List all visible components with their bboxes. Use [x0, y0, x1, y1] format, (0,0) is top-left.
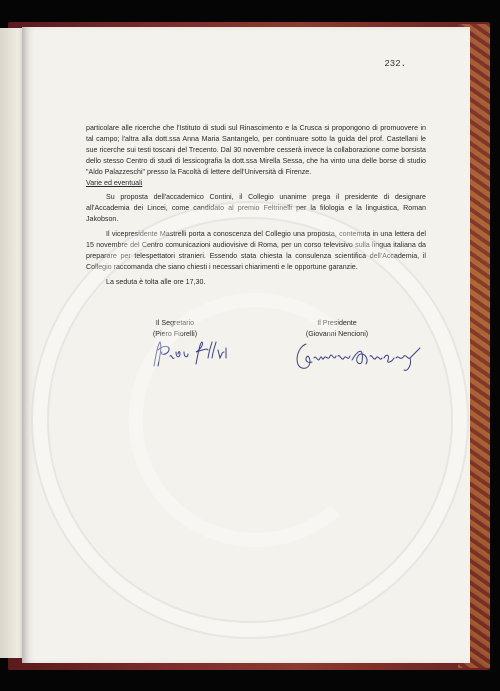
paragraph-4: La seduta è tolta alle ore 17,30.	[106, 277, 206, 286]
president-title: Il Presidente	[317, 319, 357, 327]
paragraph-3: Il vicepresidente Mastrelli porta a conoscenza del Collegio una proposta, contenuta in una lettera del 15 novembre del Centro comunicazioni audiovisive di Roma, per un corso televisivo sulla lingua italiana da preparare per telespettatori stranieri. Essendo stata chiesta la consulenza scientifica dell'Accademia, il Collegio raccomanda che siano chiesti i necessari chiarimenti e le opportune garanzie.	[86, 230, 426, 271]
secretary-title: Il Segretario	[155, 319, 195, 327]
document-body	[86, 123, 426, 288]
secretary-signature	[150, 336, 240, 372]
page-number: 232.	[384, 59, 406, 69]
president-name: (Giovanni Nencioni)	[305, 329, 369, 338]
paragraph-1: particolare alle ricerche che l'Istituto di studi sul Rinascimento e la Crusca si propongono di promuovere in tal campo; l'altra alla dott.ssa Anna Maria Santangelo, per continuare sotto la guida del prof. Castellani le sue ricerche sui testi toscani del Trecento. Dal 30 novembre cesserà invece la collaborazione come borsista dello stesso Centro di studi di lessicografia la dott.ssa Mirella Sessa, che ha vinto una delle borse di studio "Aldo Palazzeschi" presso la Facoltà di lettere dell'Università di Firenze.	[86, 124, 426, 176]
section-heading: Varie ed eventuali	[86, 178, 143, 187]
secretary-name: (Piero Fiorelli)	[152, 329, 198, 338]
president-signature	[292, 336, 432, 376]
paragraph-2: Su proposta dell'accademico Contini, il Collegio unanime prega il presidente di designare all'Accademia dei Lincei, come candidato al premio Feltrinelli per la filologia e la linguistica, Roman Jakobson.	[86, 193, 426, 224]
